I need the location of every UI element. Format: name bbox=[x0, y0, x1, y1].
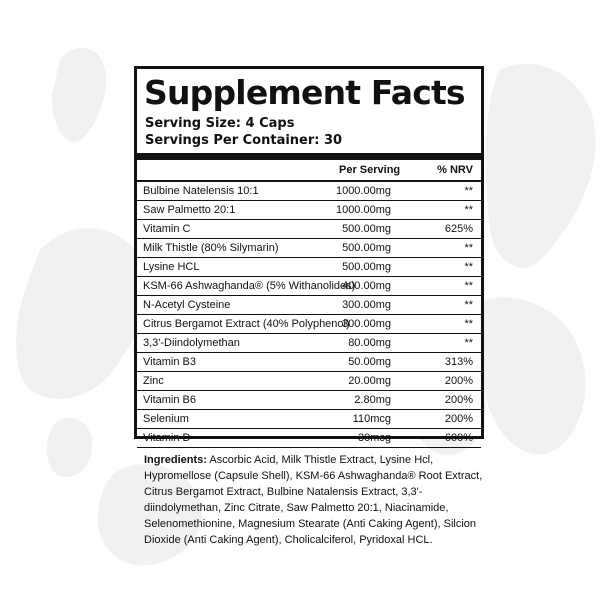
nutrient-nrv: ** bbox=[464, 280, 473, 292]
table-row bbox=[137, 277, 481, 296]
nutrient-amount: 30mcg bbox=[357, 432, 391, 444]
nutrient-amount: 110mcg bbox=[352, 413, 391, 425]
table-row bbox=[137, 353, 481, 372]
nutrient-nrv: 313% bbox=[444, 356, 473, 368]
table-row bbox=[137, 429, 481, 448]
nutrient-name: Selenium bbox=[143, 413, 189, 425]
nutrient-nrv: ** bbox=[464, 242, 473, 254]
nutrient-name: Milk Thistle (80% Silymarin) bbox=[143, 242, 279, 254]
nutrient-nrv: 600% bbox=[444, 432, 473, 444]
nutrient-name: N-Acetyl Cysteine bbox=[143, 299, 231, 311]
ingredients-statement bbox=[144, 452, 484, 548]
nutrient-name: Bulbine Natelensis 10:1 bbox=[143, 185, 259, 197]
nutrient-name: Vitamin D bbox=[143, 432, 191, 444]
serving-size: Serving Size: 4 Caps bbox=[145, 116, 295, 131]
nutrient-name: Lysine HCL bbox=[143, 261, 200, 273]
nutrient-nrv: ** bbox=[464, 204, 473, 216]
nutrient-name: KSM-66 Ashwaghanda® (5% Withanolides) bbox=[143, 280, 356, 292]
table-row bbox=[137, 258, 481, 277]
table-row bbox=[137, 201, 481, 220]
nutrient-nrv: 200% bbox=[444, 375, 473, 387]
nutrient-amount: 400.00mg bbox=[342, 280, 391, 292]
supplement-facts-panel bbox=[134, 66, 484, 444]
nutrient-amount: 300.00mg bbox=[342, 318, 391, 330]
ingredients-text: Ascorbic Acid, Milk Thistle Extract, Lysine Hcl, Hypromellose (Capsule Shell), KSM-66 Ashwaghanda® Root Extract, Citrus Bergamot Extract, Bulbine Natalensis Extract, 3,3'-diindolymethan, Zinc Citrate, Saw Palmetto 20:1, Niacinamide, Selenomethionine, Magnesium Stearate (Anti Caking Agent), Silcion Dioxide (Anti Caking Agent), Cholicalciferol, Pyridoxal HCL. bbox=[144, 454, 483, 546]
nutrient-nrv: 625% bbox=[444, 223, 473, 235]
ingredients-heading: Ingredients: bbox=[144, 454, 207, 466]
nutrient-name: Zinc bbox=[143, 375, 164, 387]
nutrient-amount: 300.00mg bbox=[342, 299, 391, 311]
nutrient-name: Vitamin B6 bbox=[143, 394, 196, 406]
nutrient-nrv: ** bbox=[464, 337, 473, 349]
nutrient-nrv: ** bbox=[464, 261, 473, 273]
nutrient-amount: 1000.00mg bbox=[335, 185, 391, 197]
servings-per-container: Servings Per Container: 30 bbox=[145, 133, 343, 148]
nutrient-nrv: ** bbox=[464, 299, 473, 311]
nutrient-name: 3,3'-Diindolymethan bbox=[143, 337, 240, 349]
nutrient-table bbox=[137, 182, 481, 448]
nutrient-amount: 50.00mg bbox=[348, 356, 391, 368]
nutrient-nrv: ** bbox=[464, 185, 473, 197]
table-row bbox=[137, 315, 481, 334]
nutrient-amount: 500.00mg bbox=[342, 242, 391, 254]
nutrient-name: Citrus Bergamot Extract (40% Polyphenol) bbox=[143, 318, 350, 330]
table-row bbox=[137, 391, 481, 410]
column-header-per-serving: Per Serving bbox=[339, 164, 401, 176]
nutrient-amount: 1000.00mg bbox=[335, 204, 391, 216]
nutrient-nrv: 200% bbox=[444, 394, 473, 406]
nutrient-amount: 500.00mg bbox=[342, 223, 391, 235]
table-row bbox=[137, 220, 481, 239]
nutrient-nrv: 200% bbox=[444, 413, 473, 425]
thick-divider bbox=[137, 153, 481, 160]
nutrient-amount: 20.00mg bbox=[348, 375, 391, 387]
nutrient-amount: 500.00mg bbox=[342, 261, 391, 273]
table-row bbox=[137, 372, 481, 391]
table-row bbox=[137, 334, 481, 353]
table-row bbox=[137, 296, 481, 315]
nutrient-name: Vitamin B3 bbox=[143, 356, 196, 368]
table-row bbox=[137, 239, 481, 258]
nutrient-amount: 2.80mg bbox=[354, 394, 391, 406]
table-row bbox=[137, 182, 481, 201]
panel-title: Supplement Facts bbox=[144, 73, 465, 112]
column-header-nrv: % NRV bbox=[437, 164, 473, 176]
nutrient-name: Saw Palmetto 20:1 bbox=[143, 204, 236, 216]
table-row bbox=[137, 410, 481, 429]
nutrient-amount: 80.00mg bbox=[348, 337, 391, 349]
nutrient-nrv: ** bbox=[464, 318, 473, 330]
nutrient-name: Vitamin C bbox=[143, 223, 191, 235]
